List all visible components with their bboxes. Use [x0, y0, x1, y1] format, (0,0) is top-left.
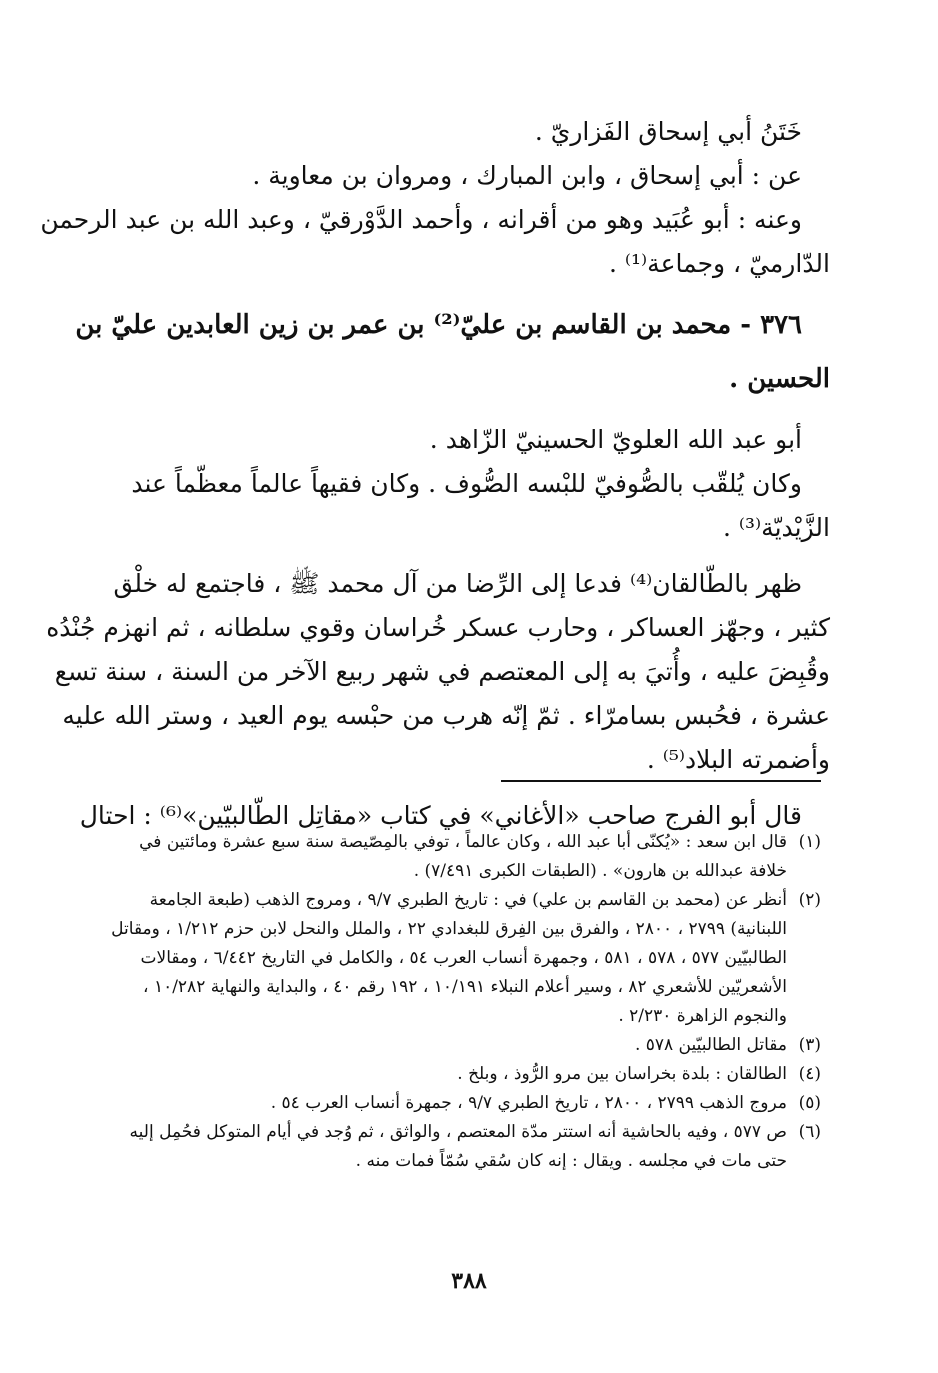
text-line: عشرة ، فحُبس بسامرّاء . ثمّ إنّه هرب من حبْسه يوم العيد ، وستر الله عليه [62, 701, 830, 730]
footnote [106, 1118, 821, 1176]
footnotes [106, 828, 821, 1176]
footnote-number: (٤) [798, 1064, 821, 1084]
text-line: وأضمرته البلاد⁽⁵⁾ . [646, 745, 830, 774]
paragraph-2 [46, 562, 830, 782]
text-line: الزَّيْديّة⁽³⁾ . [722, 513, 830, 542]
text-line: ظهر بالطّالقان⁽⁴⁾ فدعا إلى الرِّضا من آل محمد ﷺ ، فاجتمع له خلْق [113, 569, 802, 598]
footnote-divider [501, 780, 821, 782]
footnote-number: (٢) [798, 890, 821, 910]
footnote-text: مقاتل الطالبيّين ٥٧٨ . [634, 1035, 787, 1055]
text-line: وكان يُلقّب بالصُّوفيّ للبْسه الصُّوف . وكان فقيهاً عالماً معظّماً عند [131, 469, 802, 498]
entry-title-line: الحسين . [729, 364, 830, 394]
footnote [106, 828, 821, 886]
text-line: كثير ، وجهّز العساكر ، وحارب عسكر خُراسان وقوي سلطانه ، ثم انهزم جُنْدُه [46, 613, 830, 642]
footnote-text: الطالقان : بلدة بخراسان بين مرو الرُّوذ ، وبلخ . [457, 1064, 787, 1084]
footnote-number: (٦) [798, 1122, 821, 1142]
text-line: وقُبِضَ عليه ، وأُتيَ به إلى المعتصم في شهر ربيع الآخر من السنة ، سنة تسع [54, 657, 830, 686]
footnote-text: قال ابن سعد : «يُكنّى أبا عبد الله ، وكان عالماً ، توفي بالمِصّيصة سنة سبع عشرة ومائتين في خلافة عبدالله بن هارون» . (الطبقات الكبرى ٧/٤٩١) . [139, 832, 787, 881]
entry-375-tail [40, 110, 830, 286]
text-line: أبو عبد الله العلويّ الحسينيّ الزّاهد . [429, 425, 802, 454]
footnote-number: (١) [798, 832, 821, 852]
footnote-number: (٥) [798, 1093, 821, 1113]
footnote [106, 1060, 821, 1089]
footnote-text: ص ٥٧٧ ، وفيه بالحاشية أنه استتر مدّة المعتصم ، والواثق ، ثم وُجد في أيام المتوكل فحُمِل إليه حتى مات في مجلسه . ويقال : إنه كان سُقي سُمّاً فمات منه . [129, 1122, 787, 1171]
footnote-text: مروج الذهب ٢٧٩٩ ، ٢٨٠٠ ، تاريخ الطبري ٩/٧ ، جمهرة أنساب العرب ٥٤ . [270, 1093, 787, 1113]
footnote [106, 886, 821, 1031]
footnote [106, 1031, 821, 1060]
footnote-number: (٣) [798, 1035, 821, 1055]
entry-376-heading [75, 298, 830, 406]
entry-title-line: ٣٧٦ - محمد بن القاسم بن عليّ⁽²⁾ بن عمر بن زين العابدين عليّ بن [75, 310, 802, 340]
text-line: الدّارميّ ، وجماعة⁽¹⁾ . [608, 249, 830, 278]
text-line: خَتَنُ أبي إسحاق الفَزاريّ . [534, 117, 802, 146]
text-line: عن : أبي إسحاق ، وابن المبارك ، ومروان بن معاوية . [252, 161, 802, 190]
text-line: وعنه : أبو عُبَيد وهو من أقرانه ، وأحمد الدَّوْرقيّ ، وعبد الله بن عبد الرحمن [40, 205, 802, 234]
footnote-text: أنظر عن (محمد بن القاسم بن علي) في : تاريخ الطبري ٩/٧ ، ومروج الذهب (طبعة الجامعة اللبنانية) ٢٧٩٩ ، ٢٨٠٠ ، والفرق بين الفِرق للبغدادي ٢٢ ، والملل والنحل لابن حزم ١/٢١٢ ، ومقاتل الطالبيّين ٥٧٧ ، ٥٧٨ ، ٥٨١ ، وجمهرة أنساب العرب ٥٤ ، والكامل في التاريخ ٦/٤٤٢ ، ومقالات الأشعريّين للأشعري ٨٢ ، وسير أعلام النبلاء ١٠/١٩١ ، ١٩٢ رقم ٤٠ ، والبداية والنهاية ١٠/٢٨٢ ، والنجوم الزاهرة ٢/٢٣٠ . [111, 890, 787, 1026]
text-line: قال أبو الفرج صاحب «الأغاني» في كتاب «مقاتِل الطّالبيّين»⁽⁶⁾ : احتال [79, 801, 802, 830]
footnote [106, 1089, 821, 1118]
paragraph-1 [108, 418, 830, 550]
page-number: ٣٨٨ [451, 1268, 487, 1294]
